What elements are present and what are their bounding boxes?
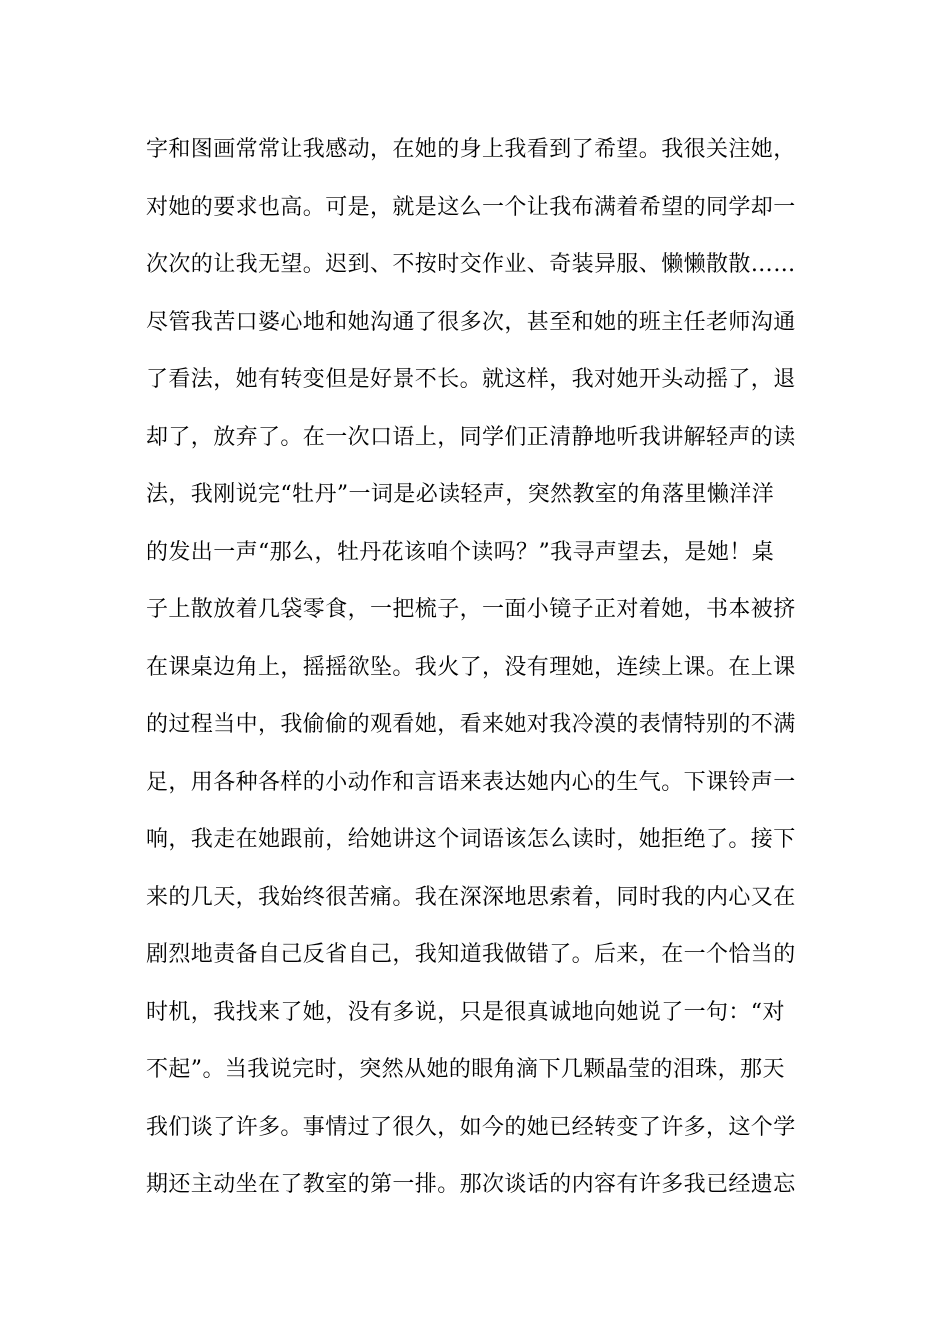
body-text xyxy=(146,128,816,1221)
text-line: 我们谈了许多。事情过了很久，如今的她已经转变了许多，这个学 xyxy=(146,1114,796,1140)
text-line: 在课桌边角上，摇摇欲坠。我火了，没有理她，连续上课。在上课 xyxy=(146,654,796,680)
text-line: 剧烈地责备自己反省自己，我知道我做错了。后来，在一个恰当的 xyxy=(146,942,796,967)
text-line: 的发出一声“那么，牡丹花该咱个读吗？”我寻声望去，是她！桌 xyxy=(146,539,775,565)
text-line: 来的几天，我始终很苦痛。我在深深地思索着，同时我的内心又在 xyxy=(146,884,796,910)
text-line: 尽管我苦口婆心地和她沟通了很多次，甚至和她的班主任老师沟通 xyxy=(146,309,796,335)
text-line: 了看法，她有转变但是好景不长。就这样，我对她开头动摇了，退 xyxy=(146,367,796,392)
text-line: 字和图画常常让我感动，在她的身上我看到了希望。我很关注她， xyxy=(146,137,796,162)
text-line: 法，我刚说完“牡丹”一词是必读轻声，突然教室的角落里懒洋洋 xyxy=(146,482,775,507)
text-line: 期还主动坐在了教室的第一排。那次谈话的内容有许多我已经遗忘 xyxy=(146,1172,796,1197)
text-line: 却了，放弃了。在一次口语上，同学们正清静地听我讲解轻声的读 xyxy=(146,424,796,450)
text-line: 响，我走在她跟前，给她讲这个词语该怎么读时，她拒绝了。接下 xyxy=(146,827,796,852)
text-line: 足，用各种各样的小动作和言语来表达她内心的生气。下课铃声一 xyxy=(146,769,796,795)
text-line: 时机，我找来了她，没有多说，只是很真诚地向她说了一句：“对 xyxy=(146,999,785,1025)
text-line: 不起”。当我说完时，突然从她的眼角滴下几颗晶莹的泪珠，那天 xyxy=(146,1057,785,1082)
text-line: 次次的让我无望。迟到、不按时交作业、奇装异服、懒懒散散…… xyxy=(146,252,796,277)
text-line: 的过程当中，我偷偷的观看她，看来她对我冷漠的表情特别的不满 xyxy=(146,712,796,737)
text-line: 子上散放着几袋零食，一把梳子，一面小镜子正对着她，书本被挤 xyxy=(146,597,796,622)
text-line: 对她的要求也高。可是，就是这么一个让我布满着希望的同学却一 xyxy=(146,194,796,220)
